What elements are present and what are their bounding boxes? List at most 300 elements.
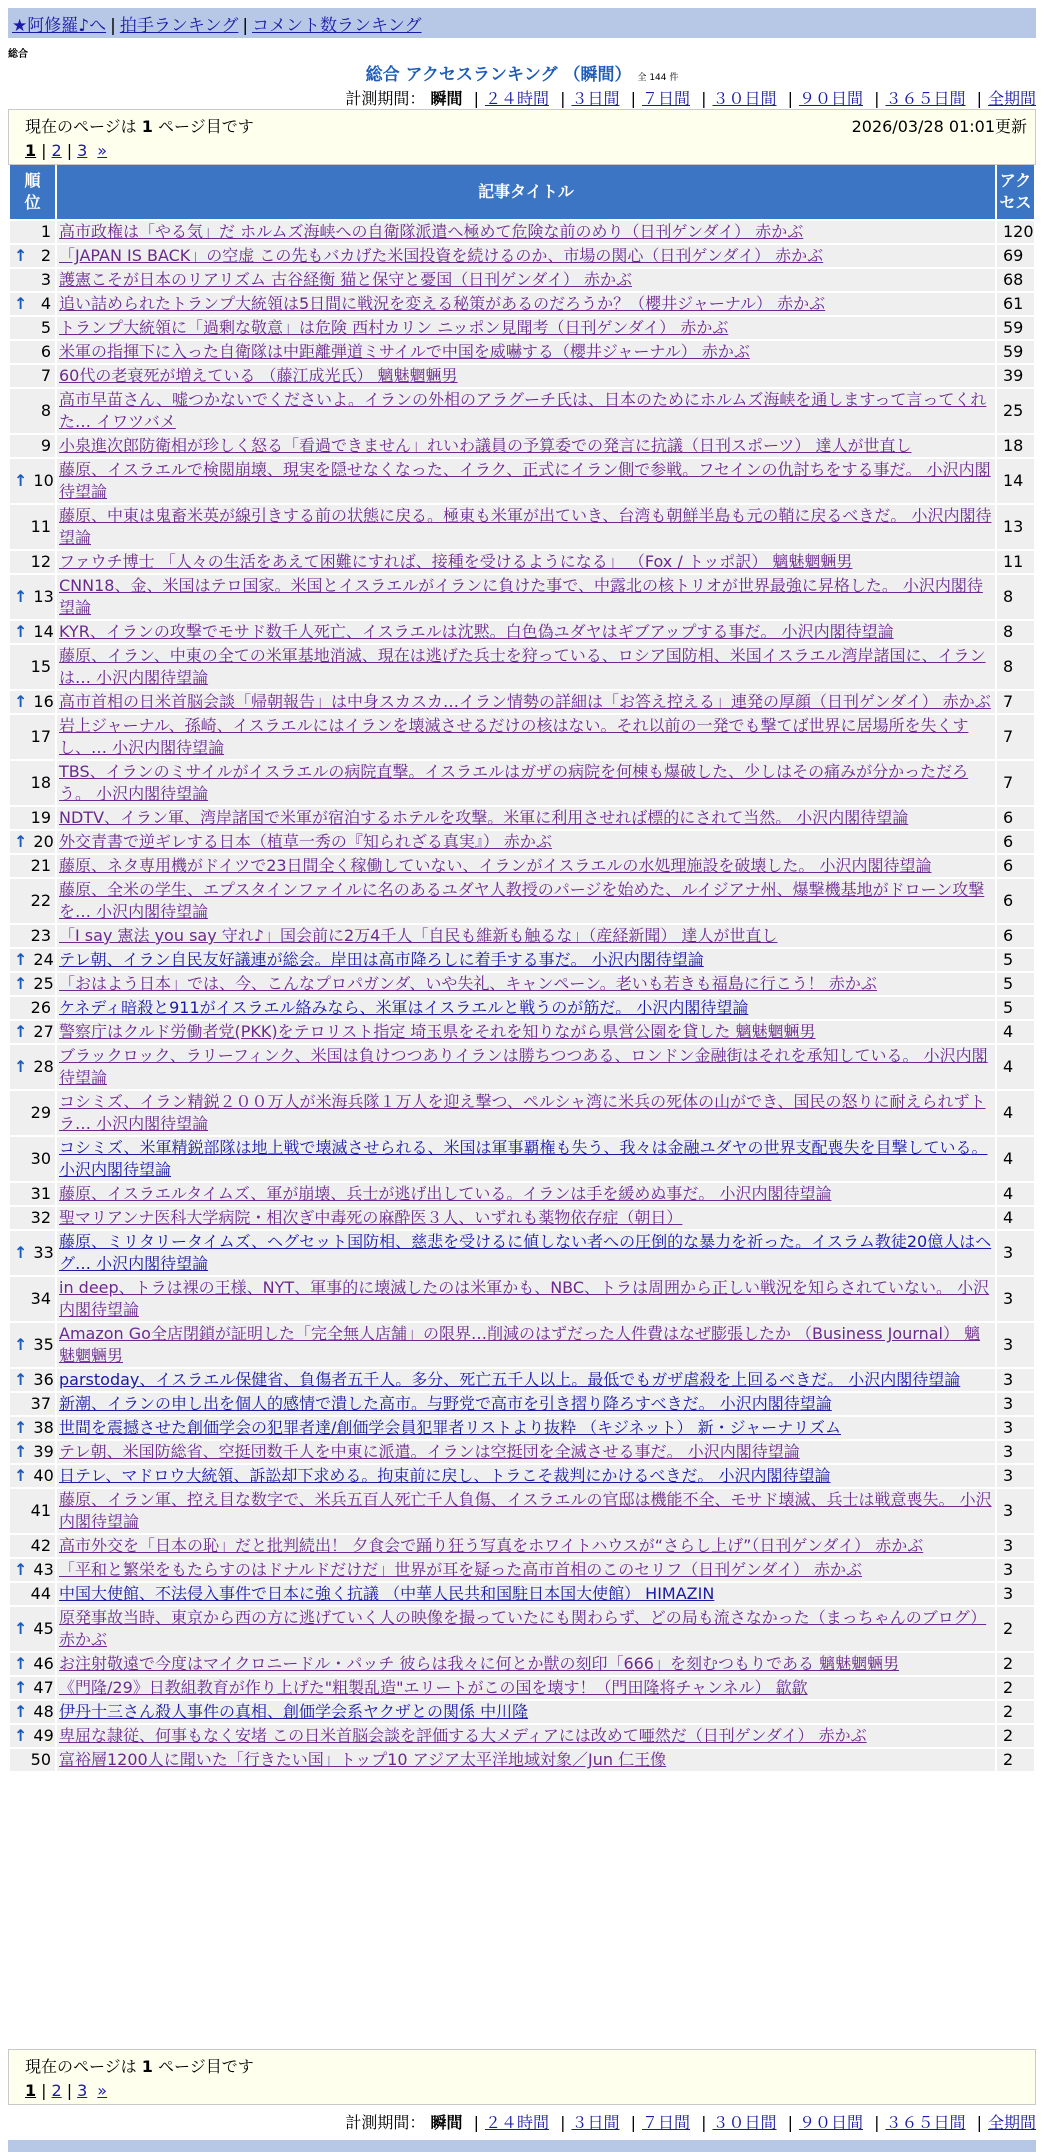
rank-cell	[10, 245, 55, 267]
article-title-link[interactable]: 原発事故当時、東京から西の方に逃げていく人の映像を撮っていたにも関わらず、どの局も流さなかった（まっちゃんのブログ） 赤かぶ	[59, 1608, 987, 1649]
article-title-link[interactable]: 外交青書で逆ギレする日本（植草一秀の『知られざる真実』） 赤かぶ	[59, 832, 552, 851]
table-row	[10, 1183, 1034, 1205]
table-row	[10, 1091, 1034, 1135]
table-row	[10, 621, 1034, 643]
title-cell	[57, 1607, 995, 1651]
rank-cell	[10, 269, 55, 291]
title-cell	[57, 1231, 995, 1275]
article-title-link[interactable]: 「おはよう日本」では、今、こんなプロパガンダ、いや失礼、キャンペーン。老いも若きも福島に行こう！ 赤かぶ	[59, 974, 877, 993]
rank-number: 19	[30, 808, 51, 827]
rank-number: 7	[40, 366, 51, 385]
period-current: 瞬間	[430, 89, 463, 108]
rank-cell	[10, 317, 55, 339]
title-cell	[57, 1583, 995, 1605]
access-count: 4	[997, 1207, 1034, 1229]
rank-number: 25	[33, 974, 54, 993]
access-count: 18	[997, 435, 1034, 457]
rank-number: 30	[30, 1149, 51, 1168]
article-title-link[interactable]: 藤原、中東は鬼畜米英が線引きする前の状態に戻る。極東も米軍が出ていき、台湾も朝鮮半島も元の鞘に戻るべきだ。 小沢内閣待望論	[59, 506, 992, 547]
rank-cell	[10, 715, 55, 759]
rank-up-arrow-icon: ↑	[14, 832, 28, 851]
rank-number: 49	[33, 1726, 54, 1745]
rank-up-arrow-icon: ↑	[14, 1418, 28, 1437]
rank-number: 17	[30, 727, 51, 746]
rank-cell	[10, 505, 55, 549]
rank-cell	[10, 389, 55, 433]
table-row	[10, 1207, 1034, 1229]
access-count: 7	[997, 761, 1034, 805]
rank-number: 43	[33, 1560, 54, 1579]
table-row	[10, 1653, 1034, 1675]
period-24h-link[interactable]: ２４時間	[484, 2113, 549, 2132]
rank-cell	[10, 1231, 55, 1275]
period-all-link[interactable]: 全期間	[987, 89, 1036, 108]
rank-up-arrow-icon: ↑	[14, 1702, 28, 1721]
rank-up-arrow-icon: ↑	[14, 1057, 28, 1076]
access-count: 2	[997, 1725, 1034, 1747]
article-title-link[interactable]: 「JAPAN IS BACK」の空虚 この先もバカげた米国投資を続けるのか、市場の関心（日刊ゲンダイ） 赤かぶ	[59, 246, 824, 265]
access-count: 3	[997, 1417, 1034, 1439]
table-row	[10, 973, 1034, 995]
page-status-post: ページ目です	[158, 117, 254, 136]
rank-cell	[10, 1489, 55, 1533]
rank-number: 12	[30, 552, 51, 571]
page-status	[25, 2054, 1019, 2077]
table-row	[10, 715, 1034, 759]
article-title-link[interactable]: 岩上ジャーナル、孫崎、イスラエルにはイランを壊滅させるだけの核はない。それ以前の一発でも撃てば世界に居場所を失くすし、… 小沢内閣待望論	[59, 716, 969, 757]
page-status-pre: 現在のページは	[25, 2057, 137, 2076]
title-cell	[57, 1441, 995, 1463]
pager-next[interactable]: »	[97, 141, 108, 160]
rank-cell	[10, 1725, 55, 1747]
rank-cell	[10, 645, 55, 689]
rank-number: 42	[30, 1536, 51, 1555]
title-cell	[57, 645, 995, 689]
pager-page-1[interactable]: 1	[25, 2081, 37, 2100]
title-cell	[57, 925, 995, 947]
article-title-link[interactable]: 日テレ、マドロウ大統領、訴訟却下求める。拘束前に戻し、トラこそ裁判にかけるべきだ。 小沢内閣待望論	[59, 1466, 831, 1485]
rank-up-arrow-icon: ↑	[14, 294, 28, 313]
article-title-link[interactable]: ケネディ暗殺と911がイスラエル絡みなら、米軍はイスラエルと戦うのが筋だ。 小沢内閣待望論	[59, 998, 749, 1017]
rank-number: 39	[33, 1442, 54, 1461]
rank-up-arrow-icon: ↑	[14, 1678, 28, 1697]
article-title-link[interactable]: 藤原、イスラエルタイムズ、軍が崩壊、兵士が逃げ出している。イランは手を緩めぬ事だ。 小沢内閣待望論	[59, 1184, 832, 1203]
period-90d-link[interactable]: ９０日間	[798, 89, 863, 108]
rank-cell	[10, 949, 55, 971]
table-row	[10, 1277, 1034, 1321]
article-title-link[interactable]: Amazon Go全店閉鎖が証明した「完全無人店舗」の限界…削減のはずだった人件費はなぜ膨張したか （Business Journal） 魑魅魍魎男	[59, 1324, 981, 1365]
table-row	[10, 1369, 1034, 1391]
access-count: 13	[997, 505, 1034, 549]
page-status-post: ページ目です	[158, 2057, 254, 2076]
table-row	[10, 1607, 1034, 1651]
rank-up-arrow-icon: ↑	[14, 950, 28, 969]
period-selector-bottom: 計測期間： 瞬間 | ２４時間 | ３日間 | ７日間 | ３０日間 | ９０日間 | ３６５日間 | 全期間	[345, 2113, 1036, 2132]
title-cell	[57, 293, 995, 315]
title-cell	[57, 1749, 995, 1771]
title-cell	[57, 365, 995, 387]
access-count: 25	[997, 389, 1034, 433]
article-title-link[interactable]: 新潮、イランの申し出を個人的感情で潰した高市。与野党で高市を引き摺り降ろすべきだ。 小沢内閣待望論	[59, 1394, 832, 1413]
col-rank-header: 順位	[10, 165, 55, 219]
rank-up-arrow-icon: ↑	[14, 1335, 28, 1354]
table-row	[10, 505, 1034, 549]
article-title-link[interactable]: テレ朝、イラン自民友好議連が総会。岸田は高市降ろしに着手する事だ。 小沢内閣待望論	[59, 950, 704, 969]
period-current: 瞬間	[430, 2113, 463, 2132]
title-cell	[57, 949, 995, 971]
table-row	[10, 221, 1034, 243]
article-title-link[interactable]: parstoday、イスラエル保健省、負傷者五千人。多分、死亡五千人以上。最低でもガザ虐殺を上回るべきだ。 小沢内閣待望論	[59, 1370, 961, 1389]
access-count: 39	[997, 365, 1034, 387]
article-title-link[interactable]: 中国大使館、不法侵入事件で日本に強く抗議 （中華人民共和国駐日本国大使館） HIMAZIN	[59, 1584, 715, 1603]
table-row	[10, 997, 1034, 1019]
pager: 1 | 2 | 3 »	[25, 141, 108, 160]
rank-cell	[10, 1465, 55, 1487]
article-title-link[interactable]: 世間を震撼させた創価学会の犯罪者達/創価学会員犯罪者リストより抜粋 （キジネット） 新・ジャーナリズム	[59, 1418, 841, 1437]
title-cell	[57, 551, 995, 573]
article-title-link[interactable]: 小泉進次郎防衛相が珍しく怒る「看過できません」れいわ議員の予算委での発言に抗議（日刊スポーツ） 達人が世直し	[59, 436, 912, 455]
pager-page-3[interactable]: 3	[77, 141, 88, 160]
article-title-link[interactable]: in deep、トラは裸の王様、NYT、軍事的に壊滅したのは米軍かも、NBC、トラは周囲から正しい戦況を知らされていない。 小沢内閣待望論	[59, 1278, 990, 1319]
access-count: 4	[997, 1091, 1034, 1135]
article-title-link[interactable]: 富裕層1200人に聞いた「行きたい国」トップ10 アジア太平洋地域対象／Jun 仁王像	[59, 1750, 667, 1769]
title-cell	[57, 505, 995, 549]
rank-number: 10	[33, 471, 54, 490]
title-cell	[57, 1207, 995, 1229]
page-title-wrap	[0, 60, 1044, 85]
table-row	[10, 575, 1034, 619]
access-count: 6	[997, 831, 1034, 853]
access-count: 120	[997, 221, 1034, 243]
rank-up-arrow-icon: ↑	[14, 974, 28, 993]
rank-cell	[10, 1559, 55, 1581]
article-title-link[interactable]: ブラックロック、ラリーフィンク、米国は負けつつありイランは勝ちつつある、ロンドン金融街はそれを承知している。 小沢内閣待望論	[59, 1046, 988, 1087]
access-count: 2	[997, 1677, 1034, 1699]
table-row	[10, 1701, 1034, 1723]
rank-number: 15	[30, 657, 51, 676]
title-cell	[57, 1393, 995, 1415]
rank-number: 44	[30, 1584, 51, 1603]
rank-cell	[10, 691, 55, 713]
rank-up-arrow-icon: ↑	[14, 1442, 28, 1461]
rank-cell	[10, 621, 55, 643]
table-row	[10, 1725, 1034, 1747]
table-row	[10, 807, 1034, 829]
article-title-link[interactable]: コシミズ、米軍精鋭部隊は地上戦で壊滅させられる、米国は軍事覇権も失う、我々は金融ユダヤの世界支配喪失を目撃している。 小沢内閣待望論	[59, 1138, 988, 1179]
access-count: 8	[997, 621, 1034, 643]
rank-number: 31	[30, 1184, 51, 1203]
title-cell	[57, 1559, 995, 1581]
period-30d-link[interactable]: ３０日間	[712, 2113, 777, 2132]
table-header	[10, 165, 1034, 219]
rank-cell	[10, 1583, 55, 1605]
access-count: 68	[997, 269, 1034, 291]
rank-number: 18	[30, 773, 51, 792]
access-count: 14	[997, 459, 1034, 503]
access-count: 3	[997, 1583, 1034, 1605]
article-title-link[interactable]: 《門隆/29》日教組教育が作り上げた"粗製乱造"エリートがこの国を壊す！（門田隆将チャンネル） 歙歙	[59, 1678, 808, 1697]
title-cell	[57, 221, 995, 243]
article-title-link[interactable]: 藤原、イラン軍、控え目な数字で、米兵五百人死亡千人負傷、イスラエルの官邸は機能不全、モサド壊滅、兵士は戦意喪失。 小沢内閣待望論	[59, 1490, 992, 1531]
rank-number: 48	[33, 1702, 54, 1721]
title-cell	[57, 807, 995, 829]
rank-number: 13	[33, 587, 54, 606]
access-count: 59	[997, 341, 1034, 363]
access-count: 4	[997, 1183, 1034, 1205]
table-row	[10, 389, 1034, 433]
applause-ranking-link[interactable]: 拍手ランキング	[119, 16, 239, 36]
period-365d-link[interactable]: ３６５日間	[885, 89, 966, 108]
article-title-link[interactable]: 高市早苗さん、嘘つかないでくださいよ。イランの外相のアラグーチ氏は、日本のためにホルムズ海峡を通しますって言ってくれた… イワツバメ	[59, 390, 987, 431]
rank-number: 37	[30, 1394, 51, 1413]
rank-number: 6	[40, 342, 51, 361]
title-cell	[57, 1021, 995, 1043]
bottom-bar	[8, 2140, 1036, 2152]
access-count: 3	[997, 1323, 1034, 1367]
rank-number: 47	[33, 1678, 54, 1697]
rank-number: 29	[30, 1103, 51, 1122]
rank-number: 9	[40, 436, 51, 455]
table-row	[10, 317, 1034, 339]
table-row	[10, 1749, 1034, 1771]
access-count: 61	[997, 293, 1034, 315]
access-count: 7	[997, 715, 1034, 759]
period-365d-link[interactable]: ３６５日間	[885, 2113, 966, 2132]
table-row	[10, 1393, 1034, 1415]
rank-cell	[10, 807, 55, 829]
title-cell	[57, 973, 995, 995]
period-3d-link[interactable]: ３日間	[571, 89, 620, 108]
current-page-number: 1	[141, 117, 153, 136]
rank-number: 1	[40, 222, 51, 241]
pager-page-3[interactable]: 3	[77, 2081, 88, 2100]
title-cell	[57, 621, 995, 643]
pager-page-1[interactable]: 1	[25, 141, 37, 160]
title-cell	[57, 997, 995, 1019]
page-info-bottom	[8, 2049, 1036, 2105]
access-count: 3	[997, 1441, 1034, 1463]
rank-up-arrow-icon: ↑	[14, 471, 28, 490]
title-cell	[57, 245, 995, 267]
title-cell	[57, 1725, 995, 1747]
table-row	[10, 1559, 1034, 1581]
title-cell	[57, 1465, 995, 1487]
updated-timestamp: 2026/03/28 01:01更新	[851, 117, 1027, 136]
table-row	[10, 1045, 1034, 1089]
article-title-link[interactable]: 藤原、ミリタリータイムズ、ヘグセット国防相、慈悲を受けるに値しない者への圧倒的な暴力を祈った。イスラム教徒20億人はヘグ… 小沢内閣待望論	[59, 1232, 992, 1273]
rank-cell	[10, 1137, 55, 1181]
article-title-link[interactable]: 藤原、全米の学生、エプスタインファイルに名のあるユダヤ人教授のパージを始めた、ルイジアナ州、爆撃機基地がドローン攻撃を… 小沢内閣待望論	[59, 880, 985, 921]
title-cell	[57, 855, 995, 877]
access-count: 6	[997, 879, 1034, 923]
access-count: 4	[997, 1137, 1034, 1181]
article-title-link[interactable]: 警察庁はクルド労働者党(PKK)をテロリスト指定 埼玉県をそれを知りながら県営公園を貸した 魑魅魍魎男	[59, 1022, 816, 1041]
rank-cell	[10, 1277, 55, 1321]
pager-page-2[interactable]: 2	[51, 2081, 62, 2100]
access-count: 2	[997, 1653, 1034, 1675]
article-title-link[interactable]: トランプ大統領に「過剰な敬意」は危険 西村カリン ニッポン見聞考（日刊ゲンダイ） 赤かぶ	[59, 318, 729, 337]
article-title-link[interactable]: 藤原、イラン、中東の全ての米軍基地消滅、現在は逃げた兵士を狩っている、ロシア国防相、米国イスラエル湾岸諸国に、イランは… 小沢内閣待望論	[59, 646, 986, 687]
title-cell	[57, 715, 995, 759]
pager: 1 | 2 | 3 »	[25, 2081, 108, 2100]
title-cell	[57, 1535, 995, 1557]
rank-cell	[10, 1701, 55, 1723]
article-title-link[interactable]: CNN18、金、米国はテロ国家。米国とイスラエルがイランに負けた事で、中露北の核トリオが世界最強に昇格した。 小沢内閣待望論	[59, 576, 983, 617]
access-count: 8	[997, 575, 1034, 619]
article-title-link[interactable]: 「I say 憲法 you say 守れ♪」国会前に2万4千人「自民も維新も触るな」（産経新聞） 達人が世直し	[59, 926, 778, 945]
rank-cell	[10, 551, 55, 573]
article-title-link[interactable]: 藤原、ネタ専用機がドイツで23日間全く稼働していない、イランがイスラエルの水処理施設を破壊した。 小沢内閣待望論	[59, 856, 932, 875]
top-nav-bar	[8, 8, 1036, 38]
article-title-link[interactable]: NDTV、イラン軍、湾岸諸国で米軍が宿泊するホテルを攻撃。米軍に利用させれば標的にされて当然。 小沢内閣待望論	[59, 808, 909, 827]
rank-cell	[10, 879, 55, 923]
access-count: 11	[997, 551, 1034, 573]
table-row	[10, 949, 1034, 971]
access-count: 6	[997, 925, 1034, 947]
current-page-number: 1	[141, 2057, 153, 2076]
access-count: 6	[997, 807, 1034, 829]
period-3d-link[interactable]: ３日間	[571, 2113, 620, 2132]
period-all-link[interactable]: 全期間	[987, 2113, 1036, 2132]
table-row	[10, 691, 1034, 713]
title-cell	[57, 1277, 995, 1321]
nav-separator: |	[110, 16, 116, 36]
rank-up-arrow-icon: ↑	[14, 1726, 28, 1745]
title-cell	[57, 831, 995, 853]
article-title-link[interactable]: テレ朝、米国防総省、空挺団数千人を中東に派遣。イランは空挺団を全滅させる事だ。 小沢内閣待望論	[59, 1442, 800, 1461]
article-title-link[interactable]: 「平和と繁栄をもたらすのはドナルドだけだ」世界が耳を疑った高市首相のこのセリフ（日刊ゲンダイ） 赤かぶ	[59, 1560, 863, 1579]
page-status-pre: 現在のページは	[25, 117, 137, 136]
title-cell	[57, 761, 995, 805]
rank-number: 11	[30, 517, 51, 536]
rank-number: 41	[30, 1501, 51, 1520]
article-title-link[interactable]: 米軍の指揮下に入った自衛隊は中距離弾道ミサイルで中国を威嚇する（櫻井ジャーナル） 赤かぶ	[59, 342, 750, 361]
rank-up-arrow-icon: ↑	[14, 1022, 28, 1041]
table-row	[10, 1489, 1034, 1533]
total-count: 全 144 件	[637, 73, 679, 83]
home-link[interactable]: ★阿修羅♪へ	[12, 16, 107, 36]
article-title-link[interactable]: 高市外交を「日本の恥」だと批判続出！ 夕食会で踊り狂う写真をホワイトハウスが“さらし上げ”（日刊ゲンダイ） 赤かぶ	[59, 1536, 924, 1555]
article-title-link[interactable]: 伊丹十三さん殺人事件の真相、創価学会系ヤクザとの関係 中川隆	[59, 1702, 529, 1721]
title-cell	[57, 1369, 995, 1391]
article-title-link[interactable]: ファウチ博士 「人々の生活をあえて困難にすれば、接種を受けるようになる」 （Fox / トッポ訳） 魑魅魍魎男	[59, 552, 853, 571]
rank-cell	[10, 1417, 55, 1439]
rank-number: 20	[33, 832, 54, 851]
rank-cell	[10, 925, 55, 947]
access-count: 5	[997, 973, 1034, 995]
access-count: 6	[997, 855, 1034, 877]
access-count: 3	[997, 1231, 1034, 1275]
article-title-link[interactable]: TBS、イランのミサイルがイスラエルの病院直撃。イスラエルはガザの病院を何棟も爆破した、少しはその痛みが分かっただろう。 小沢内閣待望論	[59, 762, 969, 803]
rank-cell	[10, 1535, 55, 1557]
table-row	[10, 1535, 1034, 1557]
page-title: 総合 アクセスランキング （瞬間）	[365, 65, 632, 85]
title-cell	[57, 389, 995, 433]
period-24h-link[interactable]: ２４時間	[484, 89, 549, 108]
nav-separator: |	[242, 16, 249, 36]
article-title-link[interactable]: KYR、イランの攻撃でモサド数千人死亡、イスラエルは沈黙。白色偽ユダヤはギブアップする事だ。 小沢内閣待望論	[59, 622, 894, 641]
article-title-link[interactable]: 60代の老衰死が増えている （藤江成光氏） 魑魅魍魎男	[59, 366, 458, 385]
period-7d-link[interactable]: ７日間	[641, 2113, 690, 2132]
rank-cell	[10, 997, 55, 1019]
article-title-link[interactable]: 藤原、イスラエルで検閲崩壊、現実を隠せなくなった、イラク、正式にイラン側で参戦。フセインの仇討ちをする事だ。 小沢内閣待望論	[59, 460, 991, 501]
article-title-link[interactable]: お注射敬遠で今度はマイクロニードル・パッチ 彼らは我々に何とか獣の刻印「666」を刻むつもりである 魑魅魍魎男	[59, 1654, 900, 1673]
access-count: 2	[997, 1607, 1034, 1651]
period-90d-link[interactable]: ９０日間	[798, 2113, 863, 2132]
article-title-link[interactable]: 護憲こそが日本のリアリズム 古谷経衡 猫と保守と憂国（日刊ゲンダイ） 赤かぶ	[59, 270, 633, 289]
title-cell	[57, 1323, 995, 1367]
article-title-link[interactable]: 追い詰められたトランプ大統領は5日間に戦況を変える秘策があるのだろうか？（櫻井ジャーナル） 赤かぶ	[59, 294, 826, 313]
period-7d-link[interactable]: ７日間	[641, 89, 690, 108]
article-title-link[interactable]: コシミズ、イラン精鋭２００万人が米海兵隊１万人を迎え撃つ、ペルシャ湾に米兵の死体の山ができ、国民の怒りに耐えられずトラ… 小沢内閣待望論	[59, 1092, 986, 1133]
access-count: 3	[997, 1559, 1034, 1581]
access-count: 3	[997, 1393, 1034, 1415]
pager-next[interactable]: »	[97, 2081, 108, 2100]
table-row	[10, 761, 1034, 805]
access-count: 4	[997, 1045, 1034, 1089]
rank-number: 46	[33, 1654, 54, 1673]
rank-cell	[10, 761, 55, 805]
rank-cell	[10, 365, 55, 387]
access-count: 3	[997, 1465, 1034, 1487]
period-30d-link[interactable]: ３０日間	[712, 89, 777, 108]
comment-ranking-link[interactable]: コメント数ランキング	[252, 16, 422, 36]
table-row	[10, 855, 1034, 877]
rank-number: 50	[30, 1750, 51, 1769]
pager-page-2[interactable]: 2	[51, 141, 62, 160]
rank-up-arrow-icon: ↑	[14, 1466, 28, 1485]
title-cell	[57, 435, 995, 457]
rank-number: 45	[33, 1619, 54, 1638]
rank-cell	[10, 1441, 55, 1463]
rank-cell	[10, 221, 55, 243]
title-cell	[57, 1489, 995, 1533]
access-count: 3	[997, 1489, 1034, 1533]
rank-number: 26	[30, 998, 51, 1017]
title-cell	[57, 1701, 995, 1723]
rank-up-arrow-icon: ↑	[14, 1243, 28, 1262]
rank-number: 23	[30, 926, 51, 945]
rank-up-arrow-icon: ↑	[14, 1654, 28, 1673]
table-row	[10, 645, 1034, 689]
rank-number: 40	[33, 1466, 54, 1485]
article-title-link[interactable]: 高市政権は「やる気」だ ホルムズ海峡への自衛隊派遣へ極めて危険な前のめり（日刊ゲンダイ） 赤かぶ	[59, 222, 804, 241]
rank-up-arrow-icon: ↑	[14, 1370, 28, 1389]
rank-up-arrow-icon: ↑	[14, 622, 28, 641]
title-cell	[57, 879, 995, 923]
access-count: 69	[997, 245, 1034, 267]
title-cell	[57, 1653, 995, 1675]
rank-cell	[10, 855, 55, 877]
rank-number: 21	[30, 856, 51, 875]
article-title-link[interactable]: 卑屈な隷従、何事もなく安堵 この日米首脳会談を評価する大メディアには改めて唖然だ（日刊ゲンダイ） 赤かぶ	[59, 1726, 867, 1745]
table-row	[10, 459, 1034, 503]
rank-cell	[10, 435, 55, 457]
rank-number: 8	[40, 401, 51, 420]
table-row	[10, 1677, 1034, 1699]
page-info-top	[8, 109, 1036, 165]
access-count: 59	[997, 317, 1034, 339]
table-row	[10, 245, 1034, 267]
rank-cell	[10, 575, 55, 619]
article-title-link[interactable]: 高市首相の日米首脳会談「帰朝報告」は中身スカスカ…イラン情勢の詳細は「お答え控える」連発の厚顔（日刊ゲンダイ） 赤かぶ	[59, 692, 991, 711]
rank-cell	[10, 1749, 55, 1771]
access-count: 2	[997, 1701, 1034, 1723]
article-title-link[interactable]: 聖マリアンナ医科大学病院・相次ぎ中毒死の麻酔医３人、いずれも薬物依存症（朝日）	[59, 1208, 683, 1227]
table-row	[10, 1021, 1034, 1043]
col-access-header: アクセス	[997, 165, 1034, 219]
rank-up-arrow-icon: ↑	[14, 692, 28, 711]
